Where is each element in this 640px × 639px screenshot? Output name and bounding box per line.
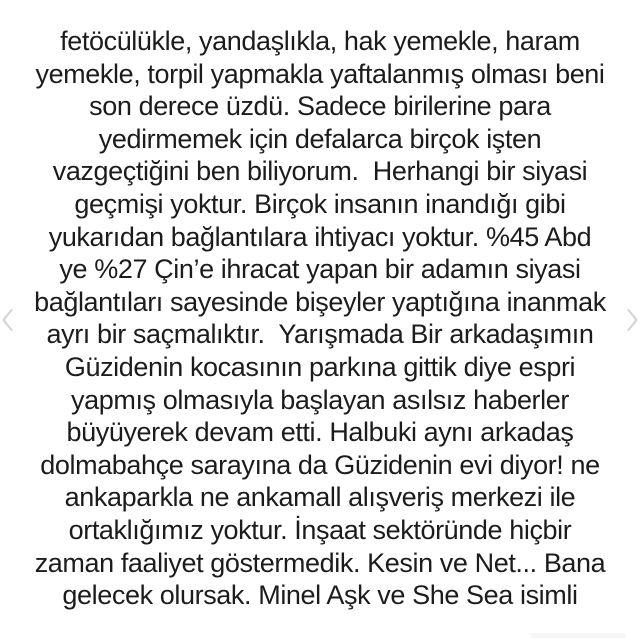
text-line: büyüyerek devam etti. Halbuki aynı arkadaş <box>66 417 574 448</box>
text-line: yedirmemek için defalarca birçok işten <box>98 123 542 154</box>
text-line: geçmişi yoktur. Birçok insanın inandığı gibi <box>74 188 566 219</box>
text-line: yemekle, torpil yapmakla yaftalanmış olması beni <box>35 58 605 89</box>
text-line: zaman faaliyet göstermedik. Kesin ve Net... Bana <box>34 547 606 578</box>
text-line: fetöcülükle, yandaşlıkla, hak yemekle, haram <box>60 26 580 56</box>
text-line: son derece üzdü. Sadece birilerine para <box>89 91 551 122</box>
cropped-content-artifact <box>530 633 626 638</box>
previous-image-button[interactable] <box>1 307 14 333</box>
text-line: vazgeçtiğini ben biliyorum. Herhangi bir siyasi <box>52 156 588 187</box>
text-line: bağlantıları sayesinde bişeyler yaptığına inanmak <box>34 286 606 317</box>
text-line: ayrı bir saçmalıktır. Yarışmada Bir arkadaşımın <box>46 319 594 350</box>
chevron-right-icon <box>626 321 639 336</box>
text-line: yukarıdan bağlantılara ihtiyacı yoktur. %45 Abd <box>48 221 592 252</box>
text-line: ortaklığımız yoktur. İnşaat sektöründe hiçbir <box>68 514 572 545</box>
text-line: dolmabahçe sarayına da Güzidenin evi diyor! ne <box>40 449 600 480</box>
text-line: Güzidenin kocasının parkına gittik diye espri <box>64 351 576 382</box>
text-line: yapmış olmasıyla başlayan asılsız haberler <box>71 384 569 415</box>
next-image-button[interactable] <box>626 307 639 333</box>
text-line: ankaparkla ne ankamall alışveriş merkezi ile <box>64 482 576 513</box>
text-line: gelecek olursak. Minel Aşk ve She Sea isimli <box>62 580 578 611</box>
chevron-left-icon <box>1 321 14 336</box>
statement-text <box>0 25 640 612</box>
text-line: ye %27 Çin’e ihracat yapan bir adamın siyasi <box>59 254 581 285</box>
